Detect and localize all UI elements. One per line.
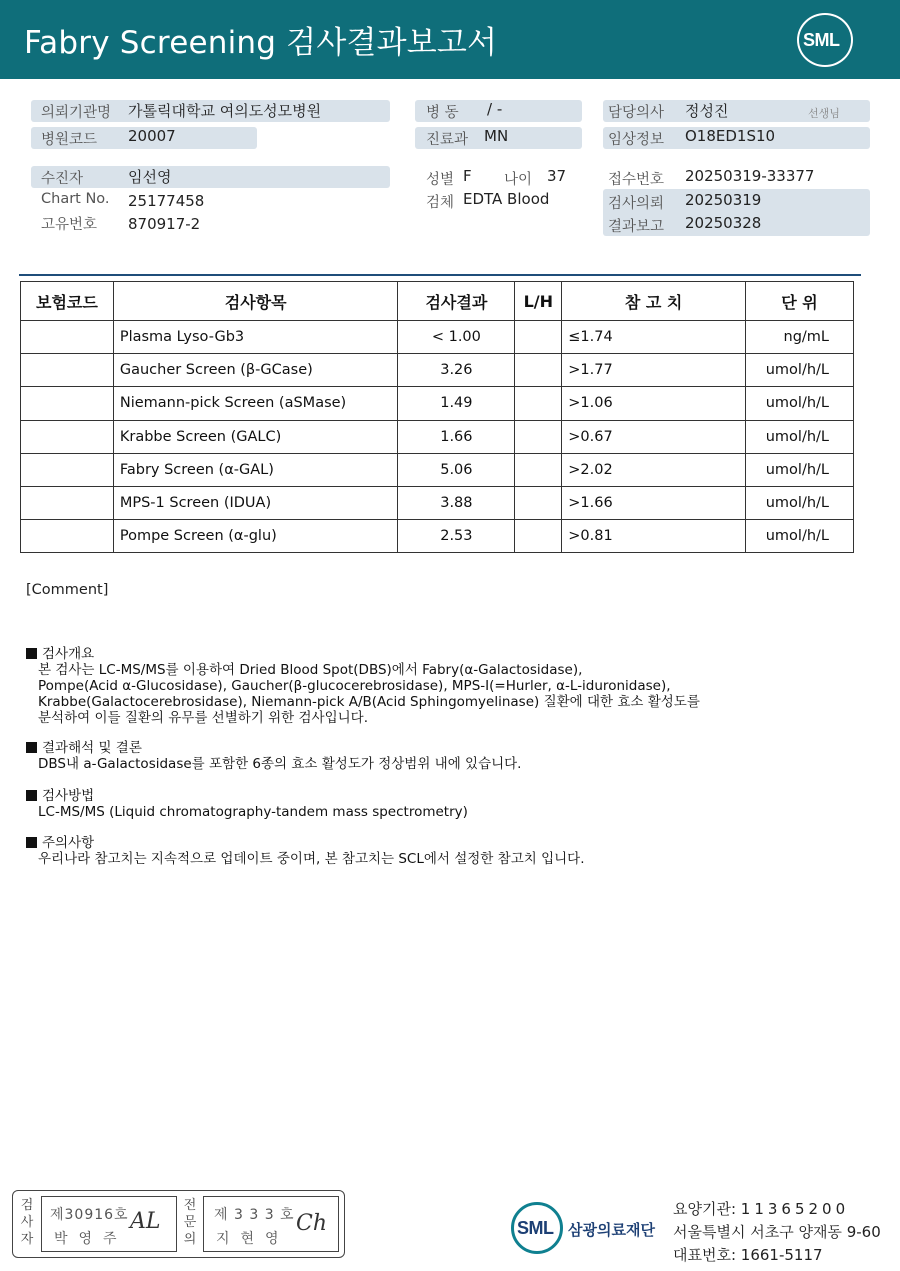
bullet-icon — [26, 648, 37, 659]
report-title: Fabry Screening 검사결과보고서 — [24, 25, 498, 61]
request-date-value: 20250319 — [685, 191, 762, 209]
footer-institution-code: 요양기관: 11365200 — [673, 1200, 850, 1218]
unique-no-value: 870917-2 — [128, 215, 201, 233]
test-item-cell: MPS-1 Screen (IDUA) — [113, 486, 398, 519]
table-header-row — [21, 282, 854, 321]
insurance-code-cell — [21, 321, 114, 354]
doctor-label: 담당의사 — [608, 105, 665, 121]
section-line: Pompe(Acid α-Glucosidase), Gaucher(β-glucocerebrosidase), MPS-I(=Hurler, α-L-iduronidase), — [38, 678, 671, 694]
lh-cell — [515, 520, 562, 553]
table-row — [21, 520, 854, 553]
report-header — [0, 0, 900, 79]
insurance-code-cell — [21, 387, 114, 420]
lh-cell — [515, 453, 562, 486]
insurance-code-cell — [21, 520, 114, 553]
bullet-icon — [26, 742, 37, 753]
reference-cell: ≤1.74 — [562, 321, 746, 354]
specimen-label: 검체 — [426, 195, 455, 211]
patient-row — [31, 166, 390, 188]
test-item-cell: Plasma Lyso-Gb3 — [113, 321, 398, 354]
signature-box — [12, 1190, 345, 1258]
test-item-cell: Niemann-pick Screen (aSMase) — [113, 387, 398, 420]
chart-no-label: Chart No. — [41, 191, 110, 207]
lh-cell — [515, 486, 562, 519]
table-row — [21, 420, 854, 453]
table-row — [21, 387, 854, 420]
interpretation-section — [26, 740, 521, 772]
result-cell: < 1.00 — [398, 321, 515, 354]
insurance-code-cell — [21, 354, 114, 387]
doctor-suffix: 선생님 — [808, 107, 840, 120]
section-line: 본 검사는 LC-MS/MS를 이용하여 Dried Blood Spot(DBS)에서 Fabry(α-Galactosidase), — [38, 662, 583, 678]
clinical-info-label: 임상정보 — [608, 132, 665, 148]
unit-cell: umol/h/L — [746, 453, 854, 486]
lh-cell — [515, 420, 562, 453]
report-date-label: 결과보고 — [608, 219, 665, 235]
examiner-license-no: 제30916호 — [50, 1207, 129, 1223]
ward-label: 병 동 — [426, 105, 459, 121]
section-title: 결과해석 및 결론 — [42, 740, 142, 756]
patient-value: 임선영 — [128, 168, 172, 186]
section-line: LC-MS/MS (Liquid chromatography-tandem mass spectrometry) — [38, 804, 468, 820]
doctor-value: 정성진 — [685, 102, 729, 120]
institution-value: 가톨릭대학교 여의도성모병원 — [128, 102, 322, 120]
footer-address: 서울특별시 서초구 양재동 9-60 — [673, 1223, 881, 1241]
section-divider — [19, 274, 861, 276]
col-header-lh: L/H — [515, 282, 562, 321]
sex-label: 성별 — [426, 172, 455, 188]
footer-org-name: 삼광의료재단 — [568, 1221, 655, 1239]
specialist-panel — [203, 1196, 339, 1252]
unit-cell: umol/h/L — [746, 354, 854, 387]
unit-cell: umol/h/L — [746, 520, 854, 553]
bullet-icon — [26, 837, 37, 848]
section-title: 검사방법 — [42, 788, 95, 804]
result-cell: 1.66 — [398, 420, 515, 453]
test-item-cell: Krabbe Screen (GALC) — [113, 420, 398, 453]
insurance-code-cell — [21, 420, 114, 453]
reference-cell: >1.77 — [562, 354, 746, 387]
specimen-value: EDTA Blood — [463, 190, 550, 208]
section-line: DBS내 a-Galactosidase를 포함한 6종의 효소 활성도가 정상범위 내에 있습니다. — [38, 756, 522, 772]
reference-cell: >2.02 — [562, 453, 746, 486]
examiner-panel — [41, 1196, 177, 1252]
report-date-value: 20250328 — [685, 214, 762, 232]
department-label: 진료과 — [426, 132, 469, 148]
lh-cell — [515, 387, 562, 420]
section-line: 우리나라 참고치는 지속적으로 업데이트 중이며, 본 참고치는 SCL에서 설정한 참고치 입니다. — [38, 851, 585, 867]
reference-cell: >1.66 — [562, 486, 746, 519]
lh-cell — [515, 321, 562, 354]
section-title: 검사개요 — [42, 646, 95, 662]
receipt-no-value: 20250319-33377 — [685, 167, 815, 185]
reference-cell: >0.67 — [562, 420, 746, 453]
results-table — [20, 281, 854, 553]
section-title: 주의사항 — [42, 835, 95, 851]
age-label: 나이 — [504, 172, 533, 188]
insurance-code-cell — [21, 453, 114, 486]
col-header-test-item: 검사항목 — [113, 282, 398, 321]
age-value: 37 — [547, 167, 567, 185]
section-line: Krabbe(Galactocerebrosidase), Niemann-pick A/B(Acid Sphingomyelinase) 질환에 대한 효소 활성도를 — [38, 694, 700, 710]
receipt-no-label: 접수번호 — [608, 172, 665, 188]
reference-cell: >0.81 — [562, 520, 746, 553]
lh-cell — [515, 354, 562, 387]
test-item-cell: Fabry Screen (α-GAL) — [113, 453, 398, 486]
patient-label: 수진자 — [41, 171, 84, 187]
insurance-code-cell — [21, 486, 114, 519]
comment-label: [Comment] — [26, 582, 109, 598]
unit-cell: umol/h/L — [746, 387, 854, 420]
ward-value: / - — [487, 100, 503, 118]
table-row — [21, 321, 854, 354]
col-header-result: 검사결과 — [398, 282, 515, 321]
result-cell: 3.88 — [398, 486, 515, 519]
specialist-signature: Ch — [296, 1211, 328, 1236]
chart-no-value: 25177458 — [128, 192, 205, 210]
result-cell: 1.49 — [398, 387, 515, 420]
examiner-label-text: 검사자 — [20, 1198, 34, 1247]
reference-cell: >1.06 — [562, 387, 746, 420]
bullet-icon — [26, 790, 37, 801]
unit-cell: umol/h/L — [746, 420, 854, 453]
specialist-label-text: 전문의 — [183, 1198, 197, 1247]
specialist-name: 지현영 — [216, 1231, 290, 1247]
result-cell: 3.26 — [398, 354, 515, 387]
test-item-cell: Gaucher Screen (β-GCase) — [113, 354, 398, 387]
unique-no-label: 고유번호 — [41, 217, 98, 233]
result-cell: 2.53 — [398, 520, 515, 553]
section-line: 분석하여 이들 질환의 유무를 선별하기 위한 검사입니다. — [38, 710, 368, 726]
sex-value: F — [463, 167, 472, 185]
test-item-cell: Pompe Screen (α-glu) — [113, 520, 398, 553]
footer-sml-logo: SML — [511, 1202, 563, 1254]
request-date-label: 검사의뢰 — [608, 196, 665, 212]
table-row — [21, 486, 854, 519]
unit-cell: umol/h/L — [746, 486, 854, 519]
sml-logo: SML — [797, 13, 853, 67]
result-cell: 5.06 — [398, 453, 515, 486]
footer-phone: 대표번호: 1661-5117 — [673, 1246, 823, 1264]
clinical-info-value: O18ED1S10 — [685, 127, 776, 145]
col-header-reference: 참 고 치 — [562, 282, 746, 321]
hospital-code-value: 20007 — [128, 127, 176, 145]
method-section — [26, 788, 468, 820]
examiner-name: 박영주 — [54, 1231, 128, 1247]
examiner-label — [18, 1197, 36, 1248]
col-header-insurance-code: 보험코드 — [21, 282, 114, 321]
specialist-label — [181, 1197, 199, 1248]
department-value: MN — [484, 127, 509, 145]
specialist-license-no: 제 3 3 3 호 — [214, 1207, 295, 1223]
hospital-code-label: 병원코드 — [41, 132, 98, 148]
table-row — [21, 453, 854, 486]
table-row — [21, 354, 854, 387]
col-header-unit: 단 위 — [746, 282, 854, 321]
unit-cell: ng/mL — [746, 321, 854, 354]
overview-section — [26, 646, 700, 726]
institution-label: 의뢰기관명 — [41, 105, 112, 121]
notes-section — [26, 835, 585, 867]
examiner-signature: AL — [130, 1209, 161, 1234]
